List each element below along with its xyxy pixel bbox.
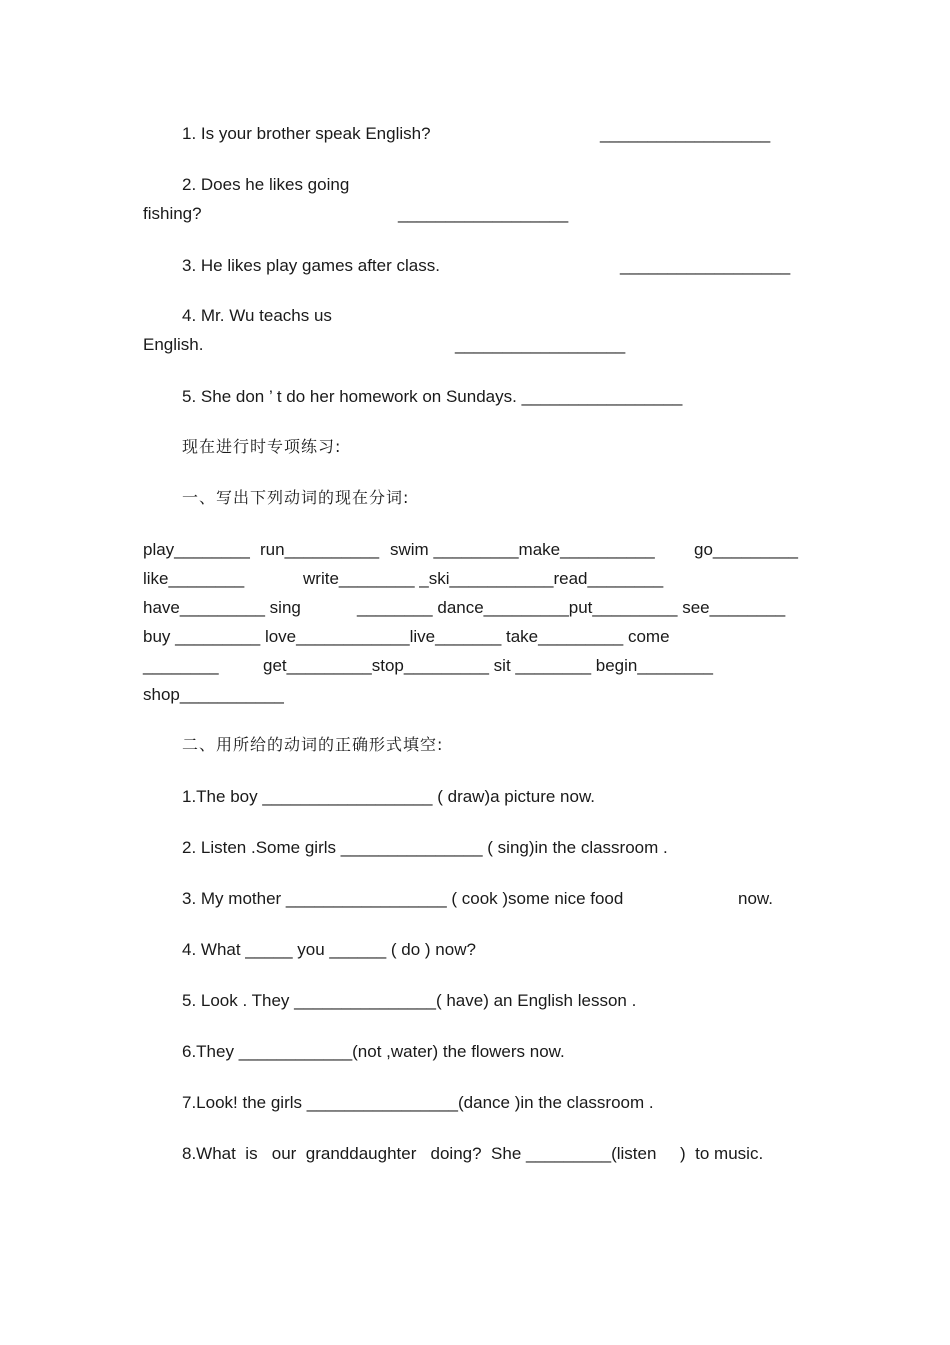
correction-2-cont: fishing? <box>143 204 202 223</box>
correction-3-text: 3. He likes play games after class. <box>182 256 440 275</box>
verb-line-2-b: write________ _ski___________read________ <box>303 569 664 588</box>
fill-item-3: 3. My mother _________________ ( cook )some nice food <box>182 889 624 908</box>
fill-item-1: 1.The boy __________________ ( draw)a picture now. <box>182 787 596 806</box>
correction-5-text: 5. She don ’ t do her homework on Sundays. _________________ <box>182 387 683 406</box>
verb-line-3-b: ________ dance_________put_________ see________ <box>357 598 786 617</box>
verb-line-1-d: go_________ <box>694 540 799 559</box>
correction-1-blank[interactable]: __________________ <box>600 124 771 143</box>
verb-line-6-a: shop___________ <box>143 685 284 704</box>
verb-line-1-b: run__________ <box>260 540 380 559</box>
section-title: 现在进行时专项练习: <box>182 437 342 456</box>
fill-item-8: 8.What is our granddaughter doing? She _________(listen ) to music. <box>182 1144 764 1163</box>
correction-1-text: 1. Is your brother speak English? <box>182 124 431 143</box>
fill-item-2: 2. Listen .Some girls _______________ ( sing)in the classroom . <box>182 838 668 857</box>
part2-title: 二、用所给的动词的正确形式填空: <box>182 735 444 754</box>
verb-line-4-a: buy _________ love____________live_______ take_________ come <box>143 627 670 646</box>
fill-item-6: 6.They ____________(not ,water) the flowers now. <box>182 1042 565 1061</box>
verb-line-5-b: get_________stop_________ sit ________ begin________ <box>263 656 713 675</box>
fill-item-4: 4. What _____ you ______ ( do ) now? <box>182 940 476 959</box>
part1-title: 一、写出下列动词的现在分词: <box>182 488 410 507</box>
correction-3-blank[interactable]: __________________ <box>620 256 791 275</box>
correction-4-cont: English. <box>143 335 204 354</box>
verb-line-2-a: like________ <box>143 569 245 588</box>
correction-2-text: 2. Does he likes going <box>182 175 350 194</box>
verb-line-3-a: have_________ sing <box>143 598 301 617</box>
verb-line-1-a: play________ <box>143 540 250 559</box>
verb-line-1-c: swim _________make__________ <box>390 540 655 559</box>
fill-item-7: 7.Look! the girls ________________(dance )in the classroom . <box>182 1093 654 1112</box>
correction-2-blank[interactable]: __________________ <box>398 204 569 223</box>
correction-4-blank[interactable]: __________________ <box>455 335 626 354</box>
fill-item-3-tail: now. <box>738 889 773 908</box>
correction-4-text: 4. Mr. Wu teachs us <box>182 306 332 325</box>
fill-item-5: 5. Look . They _______________( have) an English lesson . <box>182 991 637 1010</box>
verb-line-5-a: ________ <box>143 656 219 675</box>
